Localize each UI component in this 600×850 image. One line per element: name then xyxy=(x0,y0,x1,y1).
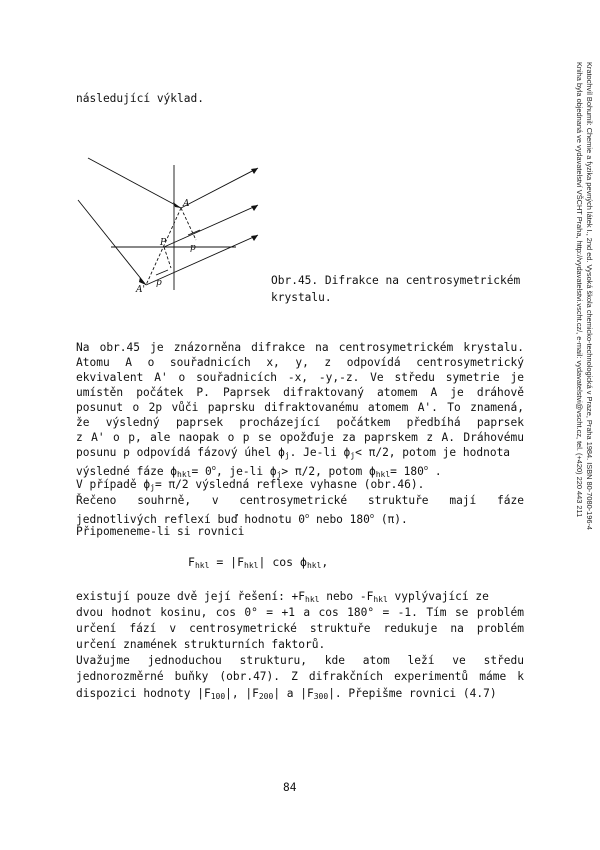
text-run: posunu p odpovídá fázový úhel xyxy=(76,446,279,459)
text-run: > π/2, potom xyxy=(281,465,369,478)
phi-symbol: ϕ xyxy=(300,555,307,569)
p3-line3 xyxy=(76,686,524,704)
incident-ray-upper xyxy=(88,158,181,208)
side-citation xyxy=(574,62,596,782)
p2-line4: určení znamének strukturních faktorů. xyxy=(76,638,326,651)
side-citation-line1: Kratochvíl Bohumil: Chemie a fyzika pevných látek I., 2nd ed. Vysoká škola chemicko-technologická v Praze, Praha 1984. ISBN 80-7080-196-4 xyxy=(585,62,594,531)
p1-line4: umístěn počátek P. Paprsek difraktovaný atomem A je dráhově xyxy=(76,386,524,399)
figure-caption-line2: krystalu. xyxy=(271,291,332,304)
degree-sup: o xyxy=(423,464,429,472)
degree-sup: o xyxy=(369,512,375,520)
p1-line1: Na obr.45 je znázorněna difrakce na centrosymetrickém krystalu. xyxy=(76,341,524,354)
path-mark-2 xyxy=(156,270,168,275)
phi-symbol: ϕ xyxy=(143,478,151,491)
subscript-hkl: hkl xyxy=(306,561,322,570)
phi-symbol: ϕ xyxy=(368,465,376,478)
formula-cos: | cos xyxy=(258,555,301,569)
diffracted-ray-middle xyxy=(164,205,258,247)
text-run: = π/2 výsledná reflexe vyhasne (obr.46). xyxy=(154,478,425,491)
text-run: (π). xyxy=(374,513,408,526)
text-run: jednotlivých reflexí buď hodnotu 0 xyxy=(76,513,306,526)
p2-line3: určení fází v centrosymetrické struktuře redukuje na problém xyxy=(76,622,524,635)
text-run: dispozici hodnoty |F xyxy=(76,687,211,700)
label-p: P xyxy=(160,238,167,248)
p1-line2: Atomu A o souřadnicích x, y, z odpovídá centrosymetrický xyxy=(76,356,524,369)
p3-line2: jednorozměrné buňky (obr.47). Z difrakčních experimentů máme k xyxy=(76,670,524,683)
intro-line: následující výklad. xyxy=(76,92,204,105)
subscript-j: j xyxy=(150,483,155,492)
text-run: , je-li xyxy=(215,465,270,478)
p1-line11: Řečeno souhrně, v centrosymetrické struktuře mají fáze xyxy=(76,494,524,507)
subscript-hkl: hkl xyxy=(244,561,259,570)
p1-line13: Připomeneme-li si rovnici xyxy=(76,525,245,538)
page-number: 84 xyxy=(283,781,297,794)
label-p2: p xyxy=(156,278,162,288)
diffracted-ray-upper xyxy=(181,168,258,208)
path-mark-1 xyxy=(188,230,200,235)
p1-line7: z A' o p, ale naopak o p se opožďuje za paprskem z A. Dráhovému xyxy=(76,431,524,444)
label-p1: p xyxy=(190,243,196,253)
subscript-200: 200 xyxy=(258,692,274,701)
text-run: = 0 xyxy=(191,465,212,478)
label-a: A xyxy=(183,199,190,209)
p1-line3: ekvivalent A' o souřadnicích -x, -y,-z. Ve středu symetrie je xyxy=(76,371,524,384)
side-citation-line2: Kniha byla objednaná ve vydavatelství VŠCHT Praha, http://vydavatelstvi.vscht.cz/, e-mail: vydavatelstvi@vscht.cz, tel. (+420) 220 443 211 xyxy=(575,62,584,518)
phi-symbol: ϕ xyxy=(343,446,351,459)
text-run: |. Přepišme rovnici (4.7) xyxy=(328,687,497,700)
arrow-head-5 xyxy=(139,277,146,285)
label-a-prime: A' xyxy=(136,285,145,295)
subscript-hkl: hkl xyxy=(305,595,320,604)
p3-line1: Uvažujme jednoduchou strukturu, kde atom leží ve středu xyxy=(76,654,524,667)
formula-comma: , xyxy=(321,555,329,569)
text-run: = 180 xyxy=(390,465,424,478)
text-run: |, |F xyxy=(225,687,259,700)
text-run: < π/2, potom je hodnota xyxy=(355,446,511,459)
text-run: existují pouze dvě její řešení: +F xyxy=(76,590,306,603)
diffraction-diagram xyxy=(76,150,266,300)
text-run: V případě xyxy=(76,478,144,491)
structure-factor-formula xyxy=(188,555,328,570)
degree-sup: o xyxy=(305,512,310,520)
subscript-hkl: hkl xyxy=(373,595,388,604)
subscript-hkl: hkl xyxy=(177,470,192,479)
p1-line5: posunut o 2p vůči paprsku difraktovanému atomem A'. To znamená, xyxy=(76,401,524,414)
text-run: nebo -F xyxy=(319,590,374,603)
degree-sup: o xyxy=(211,464,216,472)
p1-line6: že výsledný paprsek procházející počátkem předbíhá paprsek xyxy=(76,416,524,429)
figure-caption-line1: Obr.45. Difrakce na centrosymetrickém xyxy=(271,274,521,287)
phi-symbol: ϕ xyxy=(278,446,285,459)
subscript-j: j xyxy=(276,470,282,479)
text-run: . Je-li xyxy=(289,446,344,459)
p2-line2: dvou hodnot kosinu, cos 0° = +1 a cos 180° = -1. Tím se problém xyxy=(76,606,524,619)
incident-ray-lower xyxy=(78,200,146,285)
text-run: vyplývající ze xyxy=(387,590,489,603)
text-run: . xyxy=(428,465,442,478)
text-run: výsledné fáze xyxy=(76,465,171,478)
dashed-line-path2 xyxy=(164,247,171,268)
subscript-100: 100 xyxy=(210,692,226,701)
formula-abs-open: = |F xyxy=(209,555,245,569)
subscript-300: 300 xyxy=(313,692,329,701)
text-run: nebo 180 xyxy=(309,513,370,526)
phi-symbol: ϕ xyxy=(170,465,178,478)
subscript-j: j xyxy=(284,451,290,460)
subscript-j: j xyxy=(350,451,356,460)
phi-symbol: ϕ xyxy=(269,465,277,478)
subscript-hkl: hkl xyxy=(375,470,391,479)
subscript-hkl: hkl xyxy=(194,561,210,570)
formula-f: F xyxy=(188,555,195,569)
text-run: | a |F xyxy=(273,687,314,700)
